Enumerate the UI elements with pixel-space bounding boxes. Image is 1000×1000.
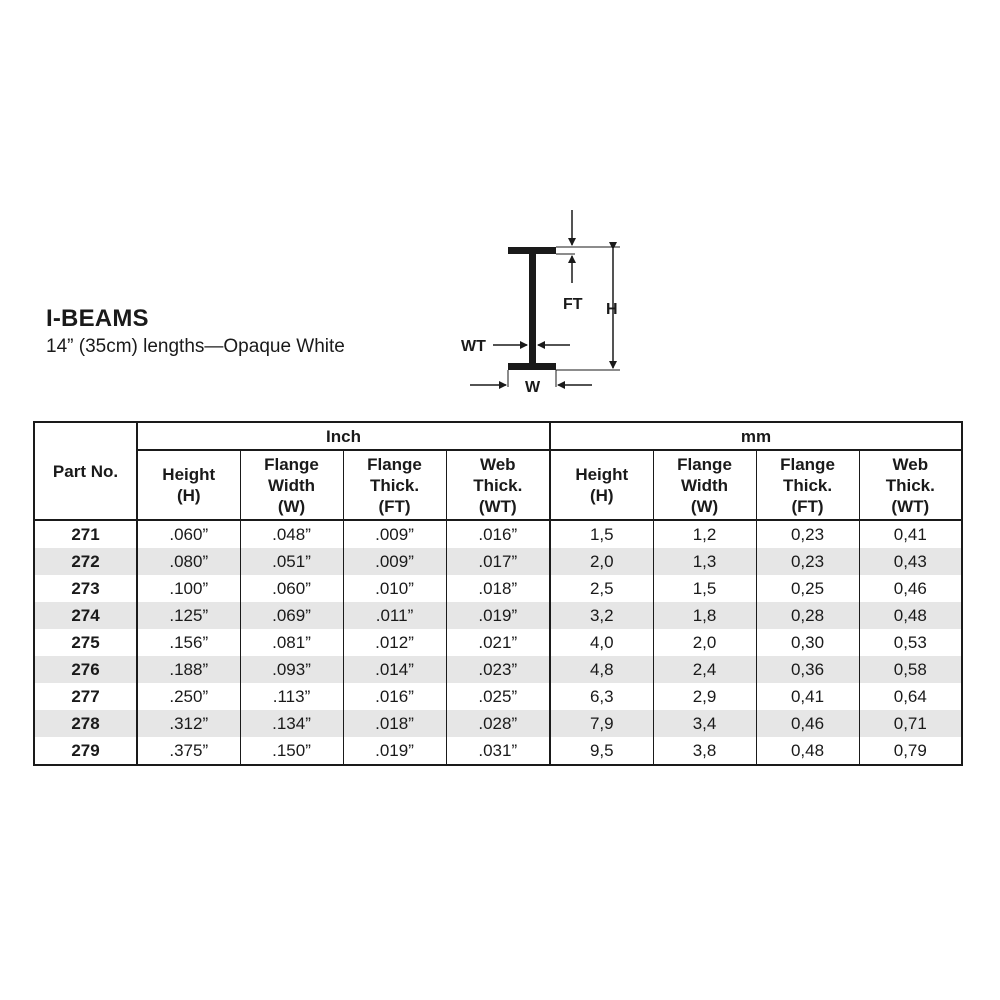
table-cell: 1,3 bbox=[653, 548, 756, 575]
table-cell: 0,41 bbox=[756, 683, 859, 710]
table-cell: 7,9 bbox=[550, 710, 653, 737]
column-header-line: (H) bbox=[589, 486, 614, 505]
table-cell: 0,48 bbox=[756, 737, 859, 765]
table-row bbox=[34, 629, 962, 656]
table-cell: .018” bbox=[343, 710, 446, 737]
table-cell: .250” bbox=[137, 683, 240, 710]
column-header-line: Thick. bbox=[473, 475, 523, 495]
header-part-no: Part No. bbox=[34, 422, 137, 520]
column-header-line: Height bbox=[575, 465, 629, 484]
column-header-line: Height bbox=[162, 465, 216, 484]
table-row bbox=[34, 656, 962, 683]
column-header bbox=[446, 450, 550, 520]
table-cell: .025” bbox=[446, 683, 550, 710]
table-row bbox=[34, 710, 962, 737]
table-cell: .009” bbox=[343, 520, 446, 548]
table-cell: .060” bbox=[137, 520, 240, 548]
column-header bbox=[240, 450, 343, 520]
table-cell: 0,25 bbox=[756, 575, 859, 602]
column-header-line: Flange bbox=[264, 454, 319, 474]
column-header-line: Web bbox=[479, 454, 516, 474]
table-cell: 1,2 bbox=[653, 520, 756, 548]
column-header-row bbox=[34, 450, 962, 520]
table-cell: .031” bbox=[446, 737, 550, 765]
table-cell: .069” bbox=[240, 602, 343, 629]
table-cell: 2,4 bbox=[653, 656, 756, 683]
table-cell: 1,5 bbox=[550, 520, 653, 548]
i-beam-diagram bbox=[455, 205, 635, 400]
table-cell: .009” bbox=[343, 548, 446, 575]
column-header-line: (H) bbox=[176, 486, 201, 505]
column-header bbox=[343, 450, 446, 520]
table-cell: 2,5 bbox=[550, 575, 653, 602]
table-cell: .011” bbox=[343, 602, 446, 629]
table-cell: 2,9 bbox=[653, 683, 756, 710]
table-cell: 0,46 bbox=[756, 710, 859, 737]
label-wt: WT bbox=[461, 338, 486, 355]
table-cell: .018” bbox=[446, 575, 550, 602]
table-cell: .048” bbox=[240, 520, 343, 548]
table-cell: .125” bbox=[137, 602, 240, 629]
table-cell: 1,8 bbox=[653, 602, 756, 629]
table-cell: .093” bbox=[240, 656, 343, 683]
table-cell: 4,8 bbox=[550, 656, 653, 683]
table-cell: .113” bbox=[240, 683, 343, 710]
table-cell: .023” bbox=[446, 656, 550, 683]
page-subtitle: 14” (35cm) lengths—Opaque White bbox=[46, 336, 345, 357]
table-cell: 0,41 bbox=[859, 520, 962, 548]
part-number-cell: 275 bbox=[34, 629, 137, 656]
label-h: H bbox=[606, 301, 618, 318]
table-cell: 3,8 bbox=[653, 737, 756, 765]
table-cell: .019” bbox=[446, 602, 550, 629]
table-cell: 0,58 bbox=[859, 656, 962, 683]
column-header-line: Flange bbox=[780, 454, 835, 474]
table-cell: .312” bbox=[137, 710, 240, 737]
table-cell: .150” bbox=[240, 737, 343, 765]
part-number-cell: 278 bbox=[34, 710, 137, 737]
label-w: W bbox=[525, 379, 541, 396]
header-group-mm: mm bbox=[550, 422, 962, 450]
header-group-inch: Inch bbox=[137, 422, 550, 450]
table-row bbox=[34, 548, 962, 575]
table-cell: .019” bbox=[343, 737, 446, 765]
column-header-line: (FT) bbox=[378, 496, 411, 516]
table-cell: 2,0 bbox=[653, 629, 756, 656]
table-cell: 4,0 bbox=[550, 629, 653, 656]
table-cell: 0,36 bbox=[756, 656, 859, 683]
table-row bbox=[34, 683, 962, 710]
column-header-line: (W) bbox=[277, 496, 306, 516]
table-row bbox=[34, 602, 962, 629]
table-cell: .060” bbox=[240, 575, 343, 602]
column-header-line: (FT) bbox=[791, 496, 824, 516]
column-header-line: (WT) bbox=[891, 496, 930, 516]
column-header-line: Flange bbox=[677, 454, 732, 474]
table-cell: .012” bbox=[343, 629, 446, 656]
table-cell: .080” bbox=[137, 548, 240, 575]
column-header-line: (W) bbox=[690, 496, 719, 516]
part-number-cell: 279 bbox=[34, 737, 137, 765]
table-cell: .014” bbox=[343, 656, 446, 683]
part-number-cell: 271 bbox=[34, 520, 137, 548]
column-header bbox=[653, 450, 756, 520]
table-cell: .016” bbox=[343, 683, 446, 710]
table-cell: 0,79 bbox=[859, 737, 962, 765]
table-cell: 0,30 bbox=[756, 629, 859, 656]
column-header-line: Width bbox=[680, 475, 729, 495]
table-cell: .051” bbox=[240, 548, 343, 575]
table-cell: 0,53 bbox=[859, 629, 962, 656]
table-cell: 0,46 bbox=[859, 575, 962, 602]
column-header-line: (WT) bbox=[478, 496, 517, 516]
table-cell: .081” bbox=[240, 629, 343, 656]
table-row bbox=[34, 575, 962, 602]
table-cell: 3,4 bbox=[653, 710, 756, 737]
part-number-cell: 277 bbox=[34, 683, 137, 710]
part-number-cell: 274 bbox=[34, 602, 137, 629]
part-number-cell: 272 bbox=[34, 548, 137, 575]
table-cell: .156” bbox=[137, 629, 240, 656]
column-header-line: Width bbox=[267, 475, 316, 495]
table-cell: 0,71 bbox=[859, 710, 962, 737]
table-cell: 1,5 bbox=[653, 575, 756, 602]
table-row bbox=[34, 520, 962, 548]
table-cell: .134” bbox=[240, 710, 343, 737]
table-cell: .016” bbox=[446, 520, 550, 548]
i-beam-shape bbox=[508, 247, 556, 370]
table-cell: 9,5 bbox=[550, 737, 653, 765]
part-number-cell: 276 bbox=[34, 656, 137, 683]
table-cell: 0,28 bbox=[756, 602, 859, 629]
table-cell: 0,23 bbox=[756, 548, 859, 575]
column-header-line: Thick. bbox=[782, 475, 833, 495]
table-cell: .017” bbox=[446, 548, 550, 575]
column-header bbox=[137, 450, 240, 520]
table-cell: 2,0 bbox=[550, 548, 653, 575]
table-cell: .100” bbox=[137, 575, 240, 602]
table-body bbox=[34, 520, 962, 765]
table-cell: .188” bbox=[137, 656, 240, 683]
table-cell: 3,2 bbox=[550, 602, 653, 629]
page-title: I-BEAMS bbox=[46, 305, 149, 332]
table-cell: 0,64 bbox=[859, 683, 962, 710]
table-cell: 6,3 bbox=[550, 683, 653, 710]
column-header-line: Thick. bbox=[369, 475, 420, 495]
column-header-line: Thick. bbox=[885, 475, 935, 495]
table-cell: 0,48 bbox=[859, 602, 962, 629]
label-ft: FT bbox=[563, 296, 583, 313]
column-header bbox=[756, 450, 859, 520]
table-cell: .021” bbox=[446, 629, 550, 656]
table-cell: 0,23 bbox=[756, 520, 859, 548]
column-header-line: Web bbox=[892, 454, 929, 474]
table-cell: 0,43 bbox=[859, 548, 962, 575]
part-number-cell: 273 bbox=[34, 575, 137, 602]
table-cell: .028” bbox=[446, 710, 550, 737]
column-header-line: Flange bbox=[367, 454, 422, 474]
column-header bbox=[859, 450, 962, 520]
column-header bbox=[550, 450, 653, 520]
spec-table bbox=[33, 421, 963, 766]
table-cell: .010” bbox=[343, 575, 446, 602]
table-row bbox=[34, 737, 962, 765]
table-cell: .375” bbox=[137, 737, 240, 765]
